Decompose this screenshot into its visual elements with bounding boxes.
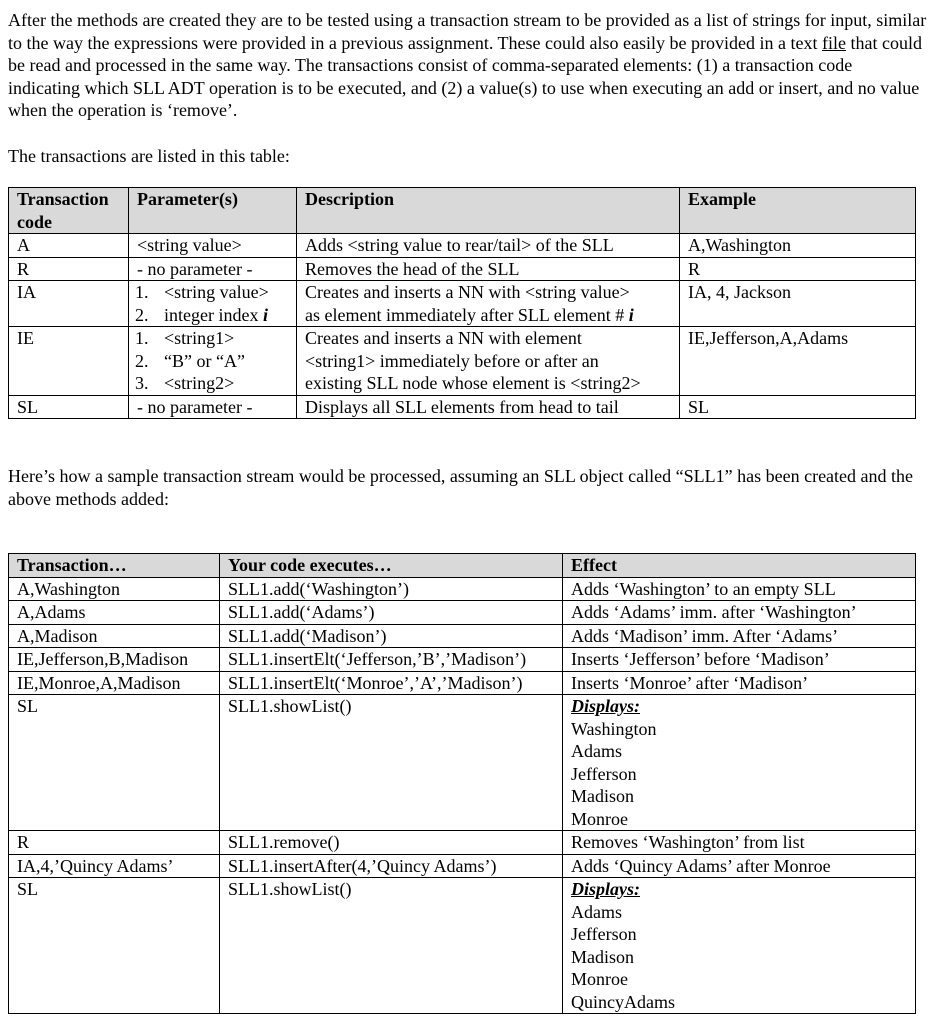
effect-cell: [563, 695, 916, 831]
transaction-cell: A,Adams: [9, 601, 220, 625]
list-number: 1.: [135, 282, 149, 302]
params-cell: - no parameter -: [129, 257, 297, 281]
example-cell: IE,Jefferson,A,Adams: [680, 327, 916, 396]
display-item: QuincyAdams: [571, 991, 675, 1012]
displays-heading: Displays:: [571, 879, 640, 899]
display-item: Washington: [571, 718, 657, 739]
desc-line: existing SLL node whose element is <string2>: [305, 373, 641, 393]
table-row: [9, 695, 916, 831]
effect-cell: Adds ‘Quincy Adams’ after Monroe: [563, 854, 916, 878]
example-cell: SL: [680, 395, 916, 419]
params-cell: <string value>: [129, 234, 297, 258]
intro-text-2: that could be read and processed in the same way. The transactions consist of comma-separated elements: (1) a transaction code indicating which SLL ADT operation is to be executed, and (2) a value(s) to use when executing an add or insert, and no value when the operation is ‘remove’.: [8, 32, 922, 120]
header-parameters: Parameter(s): [129, 188, 297, 234]
params-cell: [129, 281, 297, 327]
param-text: integer index: [164, 304, 263, 325]
transaction-cell: SL: [9, 695, 220, 831]
code-executes-cell: SLL1.add(‘Washington’): [220, 577, 563, 601]
table-row: [9, 281, 916, 327]
table-header-row: [9, 554, 916, 578]
table-row: [9, 671, 916, 695]
code-executes-cell: SLL1.remove(): [220, 831, 563, 855]
table-row: [9, 234, 916, 258]
code-cell: IA: [9, 281, 129, 327]
table-row: [9, 854, 916, 878]
effect-cell: [563, 878, 916, 1014]
sample-paragraph: Here’s how a sample transaction stream would be processed, assuming an SLL object called “SLL1” has been created and the above methods added:: [8, 466, 914, 509]
display-item: Monroe: [571, 808, 628, 829]
list-number: 1.: [135, 328, 149, 348]
param-italic-i: i: [262, 304, 268, 325]
desc-cell: [297, 327, 680, 396]
param-text: <string1>: [164, 328, 235, 348]
example-cell: A,Washington: [680, 234, 916, 258]
intro-text-1: After the methods are created they are to be tested using a transaction stream to be provided as a list of strings for input, similar to the way the expressions were provided in a previous assignment. These could also easily be provided in a text: [8, 10, 927, 53]
display-item: Jefferson: [571, 763, 637, 784]
display-item: Monroe: [571, 969, 628, 989]
header-description: Description: [297, 188, 680, 234]
desc-cell: Displays all SLL elements from head to tail: [297, 395, 680, 419]
desc-cell: [297, 281, 680, 327]
display-item: Madison: [571, 786, 634, 806]
list-number: 2.: [135, 350, 149, 371]
code-executes-cell: SLL1.add(‘Madison’): [220, 624, 563, 648]
transactions-table: [8, 187, 916, 419]
transaction-cell: SL: [9, 878, 220, 1014]
list-number: 2.: [135, 304, 149, 325]
transaction-cell: A,Washington: [9, 577, 220, 601]
display-item: Adams: [571, 741, 622, 761]
transaction-cell: A,Madison: [9, 624, 220, 648]
desc-cell: Adds <string value to rear/tail> of the SLL: [297, 234, 680, 258]
effect-cell: Adds ‘Madison’ imm. After ‘Adams’: [563, 624, 916, 648]
table-row: [9, 624, 916, 648]
code-executes-cell: SLL1.insertAfter(4,’Quincy Adams’): [220, 854, 563, 878]
code-executes-cell: SLL1.showList(): [220, 695, 563, 831]
header-example: Example: [680, 188, 916, 234]
example-cell: IA, 4, Jackson: [680, 281, 916, 327]
header-effect: Effect: [563, 554, 916, 578]
header-code-executes: Your code executes…: [220, 554, 563, 578]
display-item: Madison: [571, 946, 634, 967]
intro-file-word: file: [821, 32, 846, 53]
effect-cell: Adds ‘Washington’ to an empty SLL: [563, 577, 916, 601]
intro-paragraph: [8, 9, 928, 122]
table-row: [9, 648, 916, 672]
desc-italic-i: i: [628, 304, 634, 325]
param-text: “B” or “A”: [164, 350, 245, 371]
list-number: 3.: [135, 373, 149, 393]
param-text: <string value>: [164, 282, 269, 302]
display-item: Jefferson: [571, 924, 637, 944]
effect-cell: Adds ‘Adams’ imm. after ‘Washington’: [563, 601, 916, 625]
displays-heading: Displays:: [571, 696, 640, 716]
example-cell: R: [680, 257, 916, 281]
effect-cell: Inserts ‘Monroe’ after ‘Madison’: [563, 671, 916, 695]
code-cell: R: [9, 257, 129, 281]
code-cell: SL: [9, 395, 129, 419]
table-row: [9, 878, 916, 1014]
header-transaction-code: Transaction code: [9, 188, 129, 234]
table-row: [9, 577, 916, 601]
table-row: [9, 327, 916, 396]
effect-cell: Removes ‘Washington’ from list: [563, 831, 916, 855]
code-executes-cell: SLL1.insertElt(‘Monroe’,’A’,’Madison’): [220, 671, 563, 695]
code-executes-cell: SLL1.showList(): [220, 878, 563, 1014]
transaction-cell: IE,Monroe,A,Madison: [9, 671, 220, 695]
code-cell: A: [9, 234, 129, 258]
effect-cell: Inserts ‘Jefferson’ before ‘Madison’: [563, 648, 916, 672]
table-row: [9, 601, 916, 625]
desc-line: as element immediately after SLL element #: [305, 304, 629, 325]
listed-paragraph: The transactions are listed in this table:: [8, 146, 290, 166]
desc-cell: Removes the head of the SLL: [297, 257, 680, 281]
desc-line: Creates and inserts a NN with <string value>: [305, 282, 630, 302]
header-transaction: Transaction…: [9, 554, 220, 578]
param-text: <string2>: [164, 373, 235, 393]
display-item: Adams: [571, 901, 622, 922]
code-executes-cell: SLL1.insertElt(‘Jefferson,’B’,’Madison’): [220, 648, 563, 672]
table-row: [9, 257, 916, 281]
transaction-cell: R: [9, 831, 220, 855]
code-executes-cell: SLL1.add(‘Adams’): [220, 601, 563, 625]
table-row: [9, 831, 916, 855]
params-cell: [129, 327, 297, 396]
transaction-cell: IA,4,’Quincy Adams’: [9, 854, 220, 878]
table-header-row: [9, 188, 916, 234]
desc-line: Creates and inserts a NN with element: [305, 328, 582, 348]
params-cell: - no parameter -: [129, 395, 297, 419]
table-row: [9, 395, 916, 419]
transaction-cell: IE,Jefferson,B,Madison: [9, 648, 220, 672]
desc-line: <string1> immediately before or after an: [305, 350, 599, 371]
sample-stream-table: [8, 553, 916, 1014]
code-cell: IE: [9, 327, 129, 396]
